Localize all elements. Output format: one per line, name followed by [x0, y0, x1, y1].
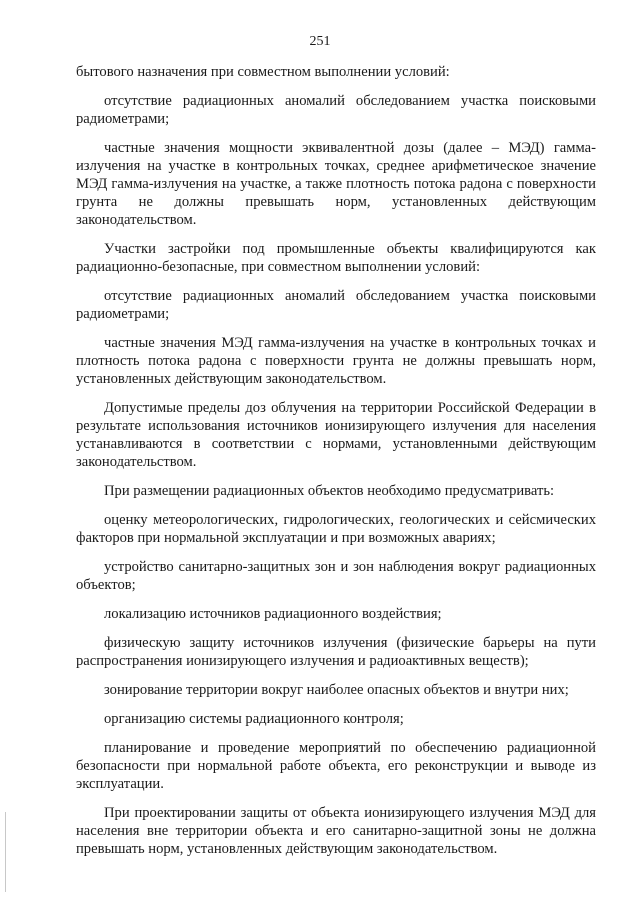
paragraph-condition-med-values: частные значения мощности эквивалентной дозы (далее – МЭД) гамма-излучения на участке в контрольных точках, среднее арифметическое значение МЭД гамма-излучения на участке, а также плотность потока радона с поверхности грунта не должны превышать норм, установленных действующим законодательством.	[76, 140, 596, 228]
list-item-monitoring-system: организацию системы радиационного контроля;	[104, 711, 404, 727]
list-item-localization: локализацию источников радиационного воздействия;	[104, 606, 442, 622]
paragraph-design-protection: При проектировании защиты от объекта ионизирующего излучения МЭД для населения вне территории объекта и его санитарно-защитной зоны не должна превышать норм, установленных действующим законодательством.	[76, 805, 596, 857]
document-body	[76, 63, 596, 858]
paragraph-industrial-no-anomalies: отсутствие радиационных аномалий обследованием участка поисковыми радиометрами;	[76, 288, 596, 322]
paragraph-industrial-sites: Участки застройки под промышленные объекты квалифицируются как радиационно-безопасные, при совместном выполнении условий:	[76, 241, 596, 275]
list-item-factor-assessment: оценку метеорологических, гидрологических, геологических и сейсмических факторов при нормальной эксплуатации и при возможных авариях;	[76, 512, 596, 546]
list-item-physical-protection: физическую защиту источников излучения (физические барьеры на пути распространения ионизирующего излучения и радиоактивных веществ);	[76, 635, 596, 669]
list-item-safety-planning: планирование и проведение мероприятий по обеспечению радиационной безопасности при нормальной работе объекта, его реконструкции и выводе из эксплуатации.	[76, 740, 596, 792]
page-number: 251	[309, 34, 331, 49]
list-item-protection-zones: устройство санитарно-защитных зон и зон наблюдения вокруг радиационных объектов;	[76, 559, 596, 593]
paragraph-continuation: бытового назначения при совместном выполнении условий:	[76, 64, 450, 80]
paragraph-placement-intro: При размещении радиационных объектов необходимо предусматривать:	[104, 483, 555, 499]
paragraph-industrial-med-values: частные значения МЭД гамма-излучения на участке в контрольных точках и плотность потока радона с поверхности грунта не должны превышать норм, установленных действующим законодательством.	[76, 335, 596, 387]
paragraph-condition-no-anomalies: отсутствие радиационных аномалий обследованием участка поисковыми радиометрами;	[76, 93, 596, 127]
paragraph-dose-limits: Допустимые пределы доз облучения на территории Российской Федерации в результате использования источников ионизирующего излучения для населения устанавливаются в соответствии с нормами, установленными действующим законодательством.	[76, 400, 596, 470]
list-item-zoning: зонирование территории вокруг наиболее опасных объектов и внутри них;	[104, 682, 569, 698]
scan-margin-line	[5, 812, 6, 892]
